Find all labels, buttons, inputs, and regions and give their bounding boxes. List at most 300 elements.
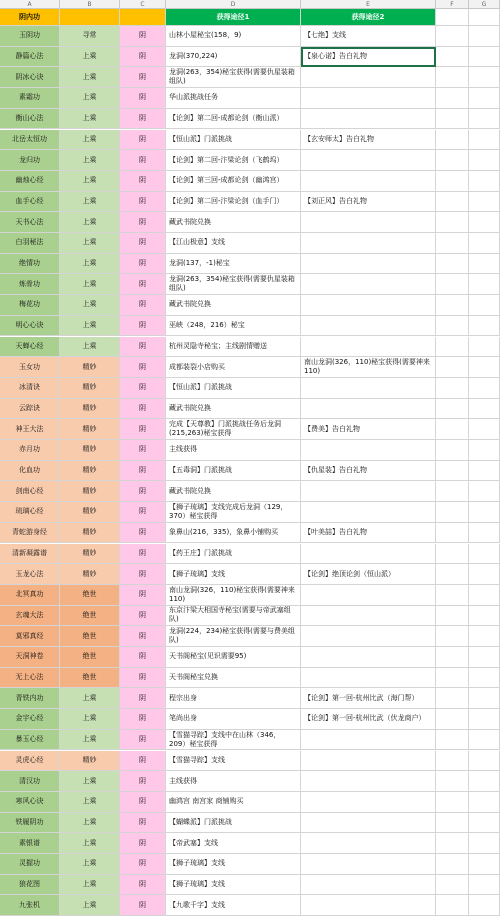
- source2-cell[interactable]: [301, 647, 436, 668]
- grade-cell[interactable]: 上乘: [60, 792, 120, 813]
- column-header-f[interactable]: F: [436, 0, 469, 9]
- source1-cell[interactable]: 完成【天尊教】门派挑战任务后龙洞(215,263)秘宝获得: [166, 419, 301, 440]
- skill-name-cell[interactable]: 暴玉心经: [0, 730, 60, 751]
- empty-cell-f[interactable]: [436, 378, 469, 399]
- empty-cell-f[interactable]: [436, 440, 469, 461]
- column-header-e[interactable]: E: [301, 0, 436, 9]
- empty-cell-g[interactable]: [469, 440, 500, 461]
- skill-name-cell[interactable]: 寒风心诀: [0, 792, 60, 813]
- empty-cell-g[interactable]: [469, 668, 500, 689]
- empty-cell-f[interactable]: [436, 481, 469, 502]
- empty-cell-g[interactable]: [469, 709, 500, 730]
- grade-cell[interactable]: 上乘: [60, 212, 120, 233]
- type-cell[interactable]: 阴: [120, 854, 166, 875]
- empty-cell-g[interactable]: [469, 150, 500, 171]
- title-cell-2[interactable]: [120, 9, 166, 26]
- grade-cell[interactable]: 上乘: [60, 109, 120, 130]
- skill-name-cell[interactable]: 明心心诀: [0, 316, 60, 337]
- source2-cell[interactable]: [301, 481, 436, 502]
- skill-name-cell[interactable]: 天洞神卷: [0, 647, 60, 668]
- source1-cell[interactable]: 【论剑】第三回-成都论剑（幽鸿宫）: [166, 171, 301, 192]
- source1-cell[interactable]: 藏武书院兑换: [166, 399, 301, 420]
- grade-cell[interactable]: 绝世: [60, 606, 120, 627]
- title-cell-3[interactable]: 获得途径1: [166, 9, 301, 26]
- grade-cell[interactable]: 精妙: [60, 544, 120, 565]
- skill-name-cell[interactable]: 琉璃心经: [0, 502, 60, 523]
- type-cell[interactable]: 阴: [120, 67, 166, 88]
- grade-cell[interactable]: 上乘: [60, 254, 120, 275]
- source1-cell[interactable]: 【蝴蝶派】门派挑战: [166, 813, 301, 834]
- grade-cell[interactable]: 上乘: [60, 67, 120, 88]
- grade-cell[interactable]: 精妙: [60, 751, 120, 772]
- source1-cell[interactable]: 龙洞(263，354)秘宝获得(需要仇星装箱组队): [166, 274, 301, 295]
- source2-cell[interactable]: [301, 295, 436, 316]
- source1-cell[interactable]: 【狮子琉璃】支线完成后龙洞（129，370）秘宝获得: [166, 502, 301, 523]
- skill-name-cell[interactable]: 白羽秘法: [0, 233, 60, 254]
- source2-cell[interactable]: [301, 150, 436, 171]
- source1-cell[interactable]: 藏武书院兑换: [166, 212, 301, 233]
- source2-cell[interactable]: [301, 254, 436, 275]
- skill-name-cell[interactable]: 血手心经: [0, 192, 60, 213]
- type-cell[interactable]: 阴: [120, 150, 166, 171]
- skill-name-cell[interactable]: 素银谱: [0, 833, 60, 854]
- grade-cell[interactable]: 精妙: [60, 399, 120, 420]
- source2-cell[interactable]: [301, 813, 436, 834]
- empty-cell-f[interactable]: [436, 564, 469, 585]
- grade-cell[interactable]: 上乘: [60, 337, 120, 358]
- skill-name-cell[interactable]: 狼花图: [0, 875, 60, 896]
- source1-cell[interactable]: 巫峡（248，216）秘宝: [166, 316, 301, 337]
- empty-cell-g[interactable]: [469, 647, 500, 668]
- empty-cell-f[interactable]: [436, 771, 469, 792]
- column-header-d[interactable]: D: [166, 0, 301, 9]
- source1-cell[interactable]: 杭州灵隐寺秘宝；主线剧情赠送: [166, 337, 301, 358]
- source2-cell[interactable]: [301, 316, 436, 337]
- type-cell[interactable]: 阴: [120, 440, 166, 461]
- grade-cell[interactable]: 精妙: [60, 461, 120, 482]
- grade-cell[interactable]: 精妙: [60, 481, 120, 502]
- source2-cell[interactable]: 【论剑】第一回-杭州比武（海门帮）: [301, 688, 436, 709]
- source1-cell[interactable]: 【论剑】第二回-成都论剑（衡山派）: [166, 109, 301, 130]
- source1-cell[interactable]: 【雪猫寻踪】支线: [166, 751, 301, 772]
- skill-name-cell[interactable]: 冰清诀: [0, 378, 60, 399]
- empty-cell-g[interactable]: [469, 523, 500, 544]
- source1-cell[interactable]: 龙洞(263，354)秘宝获得(需要仇星装箱组队): [166, 67, 301, 88]
- skill-name-cell[interactable]: 赤月功: [0, 440, 60, 461]
- empty-cell-g[interactable]: [469, 688, 500, 709]
- empty-cell-g[interactable]: [469, 67, 500, 88]
- type-cell[interactable]: 阴: [120, 564, 166, 585]
- source1-cell[interactable]: 天书阁秘宝(见识需要95): [166, 647, 301, 668]
- source1-cell[interactable]: 【狮子琉璃】支线: [166, 854, 301, 875]
- grade-cell[interactable]: 上乘: [60, 274, 120, 295]
- grade-cell[interactable]: 精妙: [60, 564, 120, 585]
- empty-cell-f[interactable]: [436, 626, 469, 647]
- type-cell[interactable]: 阴: [120, 171, 166, 192]
- source2-cell[interactable]: [301, 274, 436, 295]
- empty-cell-g[interactable]: [469, 626, 500, 647]
- skill-name-cell[interactable]: 灵虎心经: [0, 751, 60, 772]
- source1-cell[interactable]: 东京汴梁大相国寺秘宝(需要与帝武塞组队): [166, 606, 301, 627]
- grade-cell[interactable]: 上乘: [60, 813, 120, 834]
- source1-cell[interactable]: 天书阁秘宝兑换: [166, 668, 301, 689]
- type-cell[interactable]: 阴: [120, 378, 166, 399]
- empty-cell-f[interactable]: [436, 751, 469, 772]
- empty-cell-g[interactable]: [469, 502, 500, 523]
- title-cell-6[interactable]: [469, 9, 500, 26]
- grade-cell[interactable]: 上乘: [60, 47, 120, 68]
- source2-cell[interactable]: [301, 730, 436, 751]
- source1-cell[interactable]: 【狮子琉璃】支线: [166, 875, 301, 896]
- source1-cell[interactable]: 幽鸿宫 南宫家 商铺购买: [166, 792, 301, 813]
- empty-cell-f[interactable]: [436, 461, 469, 482]
- empty-cell-g[interactable]: [469, 875, 500, 896]
- empty-cell-g[interactable]: [469, 337, 500, 358]
- empty-cell-g[interactable]: [469, 792, 500, 813]
- source1-cell[interactable]: 【狮子琉璃】支线: [166, 564, 301, 585]
- empty-cell-f[interactable]: [436, 854, 469, 875]
- type-cell[interactable]: 阴: [120, 585, 166, 606]
- empty-cell-g[interactable]: [469, 751, 500, 772]
- source2-cell[interactable]: [301, 854, 436, 875]
- empty-cell-f[interactable]: [436, 647, 469, 668]
- grade-cell[interactable]: 绝世: [60, 626, 120, 647]
- source1-cell[interactable]: 【五毒洞】门派挑战: [166, 461, 301, 482]
- empty-cell-f[interactable]: [436, 585, 469, 606]
- type-cell[interactable]: 阴: [120, 481, 166, 502]
- grade-cell[interactable]: 上乘: [60, 895, 120, 916]
- skill-name-cell[interactable]: 剑南心经: [0, 481, 60, 502]
- skill-name-cell[interactable]: 铁履阴功: [0, 813, 60, 834]
- skill-name-cell[interactable]: 青蛇游身经: [0, 523, 60, 544]
- empty-cell-f[interactable]: [436, 130, 469, 151]
- grade-cell[interactable]: 寻常: [60, 26, 120, 47]
- type-cell[interactable]: 阴: [120, 606, 166, 627]
- empty-cell-g[interactable]: [469, 419, 500, 440]
- empty-cell-f[interactable]: [436, 150, 469, 171]
- source2-cell[interactable]: [301, 771, 436, 792]
- type-cell[interactable]: 阴: [120, 233, 166, 254]
- grade-cell[interactable]: 上乘: [60, 233, 120, 254]
- source2-cell[interactable]: [301, 606, 436, 627]
- source1-cell[interactable]: 山林小屋秘宝(158，9): [166, 26, 301, 47]
- type-cell[interactable]: 阴: [120, 254, 166, 275]
- source1-cell[interactable]: 主线获得: [166, 771, 301, 792]
- empty-cell-g[interactable]: [469, 833, 500, 854]
- source2-cell[interactable]: [301, 233, 436, 254]
- grade-cell[interactable]: 上乘: [60, 771, 120, 792]
- source1-cell[interactable]: 象鼻山(216，335)，象鼻小铺购买: [166, 523, 301, 544]
- source1-cell[interactable]: 笔尚出身: [166, 709, 301, 730]
- type-cell[interactable]: 阴: [120, 274, 166, 295]
- source2-cell[interactable]: 南山龙洞(326，110)秘宝获得(需要神来110): [301, 357, 436, 378]
- empty-cell-f[interactable]: [436, 295, 469, 316]
- grade-cell[interactable]: 上乘: [60, 171, 120, 192]
- type-cell[interactable]: 阴: [120, 419, 166, 440]
- source1-cell[interactable]: 【药王庄】门派挑战: [166, 544, 301, 565]
- source2-cell[interactable]: [301, 171, 436, 192]
- empty-cell-g[interactable]: [469, 88, 500, 109]
- empty-cell-f[interactable]: [436, 399, 469, 420]
- empty-cell-f[interactable]: [436, 337, 469, 358]
- grade-cell[interactable]: 上乘: [60, 688, 120, 709]
- empty-cell-f[interactable]: [436, 233, 469, 254]
- source2-cell[interactable]: [301, 88, 436, 109]
- empty-cell-g[interactable]: [469, 378, 500, 399]
- empty-cell-f[interactable]: [436, 357, 469, 378]
- empty-cell-g[interactable]: [469, 192, 500, 213]
- empty-cell-f[interactable]: [436, 792, 469, 813]
- type-cell[interactable]: 阴: [120, 523, 166, 544]
- type-cell[interactable]: 阴: [120, 833, 166, 854]
- type-cell[interactable]: 阴: [120, 212, 166, 233]
- source2-cell[interactable]: [301, 502, 436, 523]
- empty-cell-f[interactable]: [436, 26, 469, 47]
- empty-cell-f[interactable]: [436, 668, 469, 689]
- skill-name-cell[interactable]: 幽烛心经: [0, 171, 60, 192]
- empty-cell-g[interactable]: [469, 606, 500, 627]
- source2-cell[interactable]: [301, 626, 436, 647]
- source1-cell[interactable]: 南山龙洞(326，110)秘宝获得(需要神来110): [166, 585, 301, 606]
- type-cell[interactable]: 阴: [120, 895, 166, 916]
- source1-cell[interactable]: 【恒山派】门派挑战: [166, 130, 301, 151]
- empty-cell-g[interactable]: [469, 254, 500, 275]
- empty-cell-g[interactable]: [469, 481, 500, 502]
- empty-cell-f[interactable]: [436, 254, 469, 275]
- empty-cell-f[interactable]: [436, 67, 469, 88]
- source2-cell[interactable]: 【刘正风】告白礼物: [301, 192, 436, 213]
- grade-cell[interactable]: 上乘: [60, 295, 120, 316]
- skill-name-cell[interactable]: 北冥真功: [0, 585, 60, 606]
- grade-cell[interactable]: 绝世: [60, 585, 120, 606]
- skill-name-cell[interactable]: 化血功: [0, 461, 60, 482]
- type-cell[interactable]: 阴: [120, 647, 166, 668]
- skill-name-cell[interactable]: 玉女功: [0, 357, 60, 378]
- empty-cell-f[interactable]: [436, 875, 469, 896]
- empty-cell-g[interactable]: [469, 399, 500, 420]
- title-cell-1[interactable]: [60, 9, 120, 26]
- empty-cell-g[interactable]: [469, 813, 500, 834]
- source2-cell[interactable]: [301, 109, 436, 130]
- skill-name-cell[interactable]: 清新凝露谱: [0, 544, 60, 565]
- empty-cell-g[interactable]: [469, 544, 500, 565]
- empty-cell-g[interactable]: [469, 212, 500, 233]
- type-cell[interactable]: 阴: [120, 502, 166, 523]
- type-cell[interactable]: 阴: [120, 109, 166, 130]
- skill-name-cell[interactable]: 玉龙心法: [0, 564, 60, 585]
- grade-cell[interactable]: 上乘: [60, 709, 120, 730]
- source2-cell[interactable]: [301, 875, 436, 896]
- source1-cell[interactable]: 【论剑】第二回-汴梁论剑（血手门）: [166, 192, 301, 213]
- empty-cell-f[interactable]: [436, 192, 469, 213]
- source2-cell[interactable]: [301, 212, 436, 233]
- source2-cell[interactable]: 【仇星装】告白礼物: [301, 461, 436, 482]
- source1-cell[interactable]: 成都装裂小店购买: [166, 357, 301, 378]
- empty-cell-g[interactable]: [469, 854, 500, 875]
- column-header-c[interactable]: C: [120, 0, 166, 9]
- empty-cell-g[interactable]: [469, 585, 500, 606]
- skill-name-cell[interactable]: 阴冰心诀: [0, 67, 60, 88]
- source2-cell[interactable]: [301, 585, 436, 606]
- empty-cell-g[interactable]: [469, 47, 500, 68]
- skill-name-cell[interactable]: 玄魂大法: [0, 606, 60, 627]
- type-cell[interactable]: 阴: [120, 337, 166, 358]
- type-cell[interactable]: 阴: [120, 751, 166, 772]
- source2-cell[interactable]: [301, 440, 436, 461]
- empty-cell-g[interactable]: [469, 130, 500, 151]
- skill-name-cell[interactable]: 青铁内功: [0, 688, 60, 709]
- source1-cell[interactable]: 【恒山派】门派挑战: [166, 378, 301, 399]
- source1-cell[interactable]: 龙洞(370,224): [166, 47, 301, 68]
- empty-cell-g[interactable]: [469, 730, 500, 751]
- type-cell[interactable]: 阴: [120, 47, 166, 68]
- skill-name-cell[interactable]: 九张机: [0, 895, 60, 916]
- source1-cell[interactable]: 华山派挑战任务: [166, 88, 301, 109]
- empty-cell-f[interactable]: [436, 895, 469, 916]
- type-cell[interactable]: 阴: [120, 399, 166, 420]
- type-cell[interactable]: 阴: [120, 26, 166, 47]
- skill-name-cell[interactable]: 无上心法: [0, 668, 60, 689]
- empty-cell-f[interactable]: [436, 109, 469, 130]
- empty-cell-f[interactable]: [436, 47, 469, 68]
- empty-cell-g[interactable]: [469, 233, 500, 254]
- grade-cell[interactable]: 精妙: [60, 357, 120, 378]
- empty-cell-g[interactable]: [469, 564, 500, 585]
- type-cell[interactable]: 阴: [120, 875, 166, 896]
- source2-cell[interactable]: [301, 67, 436, 88]
- empty-cell-f[interactable]: [436, 813, 469, 834]
- empty-cell-g[interactable]: [469, 295, 500, 316]
- skill-name-cell[interactable]: 静篇心法: [0, 47, 60, 68]
- skill-name-cell[interactable]: 天书心法: [0, 212, 60, 233]
- empty-cell-f[interactable]: [436, 709, 469, 730]
- empty-cell-g[interactable]: [469, 357, 500, 378]
- source2-cell[interactable]: [301, 378, 436, 399]
- skill-name-cell[interactable]: 玉阴功: [0, 26, 60, 47]
- grade-cell[interactable]: 精妙: [60, 419, 120, 440]
- source2-cell[interactable]: 【叶美喆】告白礼物: [301, 523, 436, 544]
- source1-cell[interactable]: 程宗出身: [166, 688, 301, 709]
- skill-name-cell[interactable]: 龙归功: [0, 150, 60, 171]
- type-cell[interactable]: 阴: [120, 461, 166, 482]
- source1-cell[interactable]: 藏武书院兑换: [166, 295, 301, 316]
- type-cell[interactable]: 阴: [120, 688, 166, 709]
- source2-cell[interactable]: 【论剑】第一回-杭州比武（伏龙商户）: [301, 709, 436, 730]
- empty-cell-g[interactable]: [469, 171, 500, 192]
- skill-name-cell[interactable]: 清汉功: [0, 771, 60, 792]
- type-cell[interactable]: 阴: [120, 730, 166, 751]
- empty-cell-f[interactable]: [436, 523, 469, 544]
- skill-name-cell[interactable]: 云踪诀: [0, 399, 60, 420]
- empty-cell-f[interactable]: [436, 171, 469, 192]
- grade-cell[interactable]: 上乘: [60, 192, 120, 213]
- empty-cell-g[interactable]: [469, 316, 500, 337]
- empty-cell-g[interactable]: [469, 895, 500, 916]
- source1-cell[interactable]: 龙洞(137，-1)秘宝: [166, 254, 301, 275]
- empty-cell-g[interactable]: [469, 109, 500, 130]
- source2-cell[interactable]: 【玄安师太】告白礼物: [301, 130, 436, 151]
- source1-cell[interactable]: 【帝武塞】支线: [166, 833, 301, 854]
- source2-cell[interactable]: [301, 751, 436, 772]
- type-cell[interactable]: 阴: [120, 88, 166, 109]
- empty-cell-f[interactable]: [436, 88, 469, 109]
- source2-cell[interactable]: [301, 668, 436, 689]
- title-cell-0[interactable]: 阴内功: [0, 9, 60, 26]
- skill-name-cell[interactable]: 莫邪真经: [0, 626, 60, 647]
- type-cell[interactable]: 阴: [120, 668, 166, 689]
- source1-cell[interactable]: 龙洞(224，234)秘宝获得(需要与费美组队): [166, 626, 301, 647]
- skill-name-cell[interactable]: 灵握功: [0, 854, 60, 875]
- type-cell[interactable]: 阴: [120, 357, 166, 378]
- grade-cell[interactable]: 精妙: [60, 502, 120, 523]
- empty-cell-f[interactable]: [436, 688, 469, 709]
- skill-name-cell[interactable]: 绝情功: [0, 254, 60, 275]
- grade-cell[interactable]: 绝世: [60, 668, 120, 689]
- source2-cell[interactable]: 【费美】告白礼物: [301, 419, 436, 440]
- empty-cell-f[interactable]: [436, 502, 469, 523]
- empty-cell-f[interactable]: [436, 212, 469, 233]
- column-header-a[interactable]: A: [0, 0, 60, 9]
- source2-cell[interactable]: 【泉心诺】告白礼物: [301, 47, 436, 68]
- empty-cell-f[interactable]: [436, 730, 469, 751]
- title-cell-4[interactable]: 获得途径2: [301, 9, 436, 26]
- type-cell[interactable]: 阴: [120, 771, 166, 792]
- skill-name-cell[interactable]: 神王大法: [0, 419, 60, 440]
- source2-cell[interactable]: [301, 399, 436, 420]
- source2-cell[interactable]: [301, 792, 436, 813]
- skill-name-cell[interactable]: 衡山心法: [0, 109, 60, 130]
- empty-cell-f[interactable]: [436, 274, 469, 295]
- empty-cell-g[interactable]: [469, 771, 500, 792]
- grade-cell[interactable]: 上乘: [60, 316, 120, 337]
- grade-cell[interactable]: 精妙: [60, 523, 120, 544]
- type-cell[interactable]: 阴: [120, 130, 166, 151]
- type-cell[interactable]: 阴: [120, 709, 166, 730]
- column-header-g[interactable]: G: [469, 0, 500, 9]
- source2-cell[interactable]: 【论剑】绝顶论剑（恒山派）: [301, 564, 436, 585]
- type-cell[interactable]: 阴: [120, 792, 166, 813]
- empty-cell-g[interactable]: [469, 274, 500, 295]
- type-cell[interactable]: 阴: [120, 192, 166, 213]
- skill-name-cell[interactable]: 炼骨功: [0, 274, 60, 295]
- grade-cell[interactable]: 精妙: [60, 378, 120, 399]
- empty-cell-f[interactable]: [436, 544, 469, 565]
- empty-cell-f[interactable]: [436, 316, 469, 337]
- source2-cell[interactable]: [301, 544, 436, 565]
- skill-name-cell[interactable]: 梅花功: [0, 295, 60, 316]
- title-cell-5[interactable]: [436, 9, 469, 26]
- source1-cell[interactable]: 主线获得: [166, 440, 301, 461]
- empty-cell-g[interactable]: [469, 26, 500, 47]
- column-header-b[interactable]: B: [60, 0, 120, 9]
- type-cell[interactable]: 阴: [120, 626, 166, 647]
- source1-cell[interactable]: 藏武书院兑换: [166, 481, 301, 502]
- source1-cell[interactable]: 【论剑】第二回-汴梁论剑（飞鹤坞）: [166, 150, 301, 171]
- empty-cell-f[interactable]: [436, 833, 469, 854]
- source1-cell[interactable]: 【九歌千字】支线: [166, 895, 301, 916]
- grade-cell[interactable]: 上乘: [60, 130, 120, 151]
- source2-cell[interactable]: 【七绝】支线: [301, 26, 436, 47]
- type-cell[interactable]: 阴: [120, 316, 166, 337]
- grade-cell[interactable]: 上乘: [60, 150, 120, 171]
- grade-cell[interactable]: 上乘: [60, 854, 120, 875]
- skill-name-cell[interactable]: 金宇心经: [0, 709, 60, 730]
- skill-name-cell[interactable]: 素霜功: [0, 88, 60, 109]
- source2-cell[interactable]: [301, 833, 436, 854]
- grade-cell[interactable]: 绝世: [60, 647, 120, 668]
- skill-name-cell[interactable]: 天蝉心经: [0, 337, 60, 358]
- empty-cell-f[interactable]: [436, 606, 469, 627]
